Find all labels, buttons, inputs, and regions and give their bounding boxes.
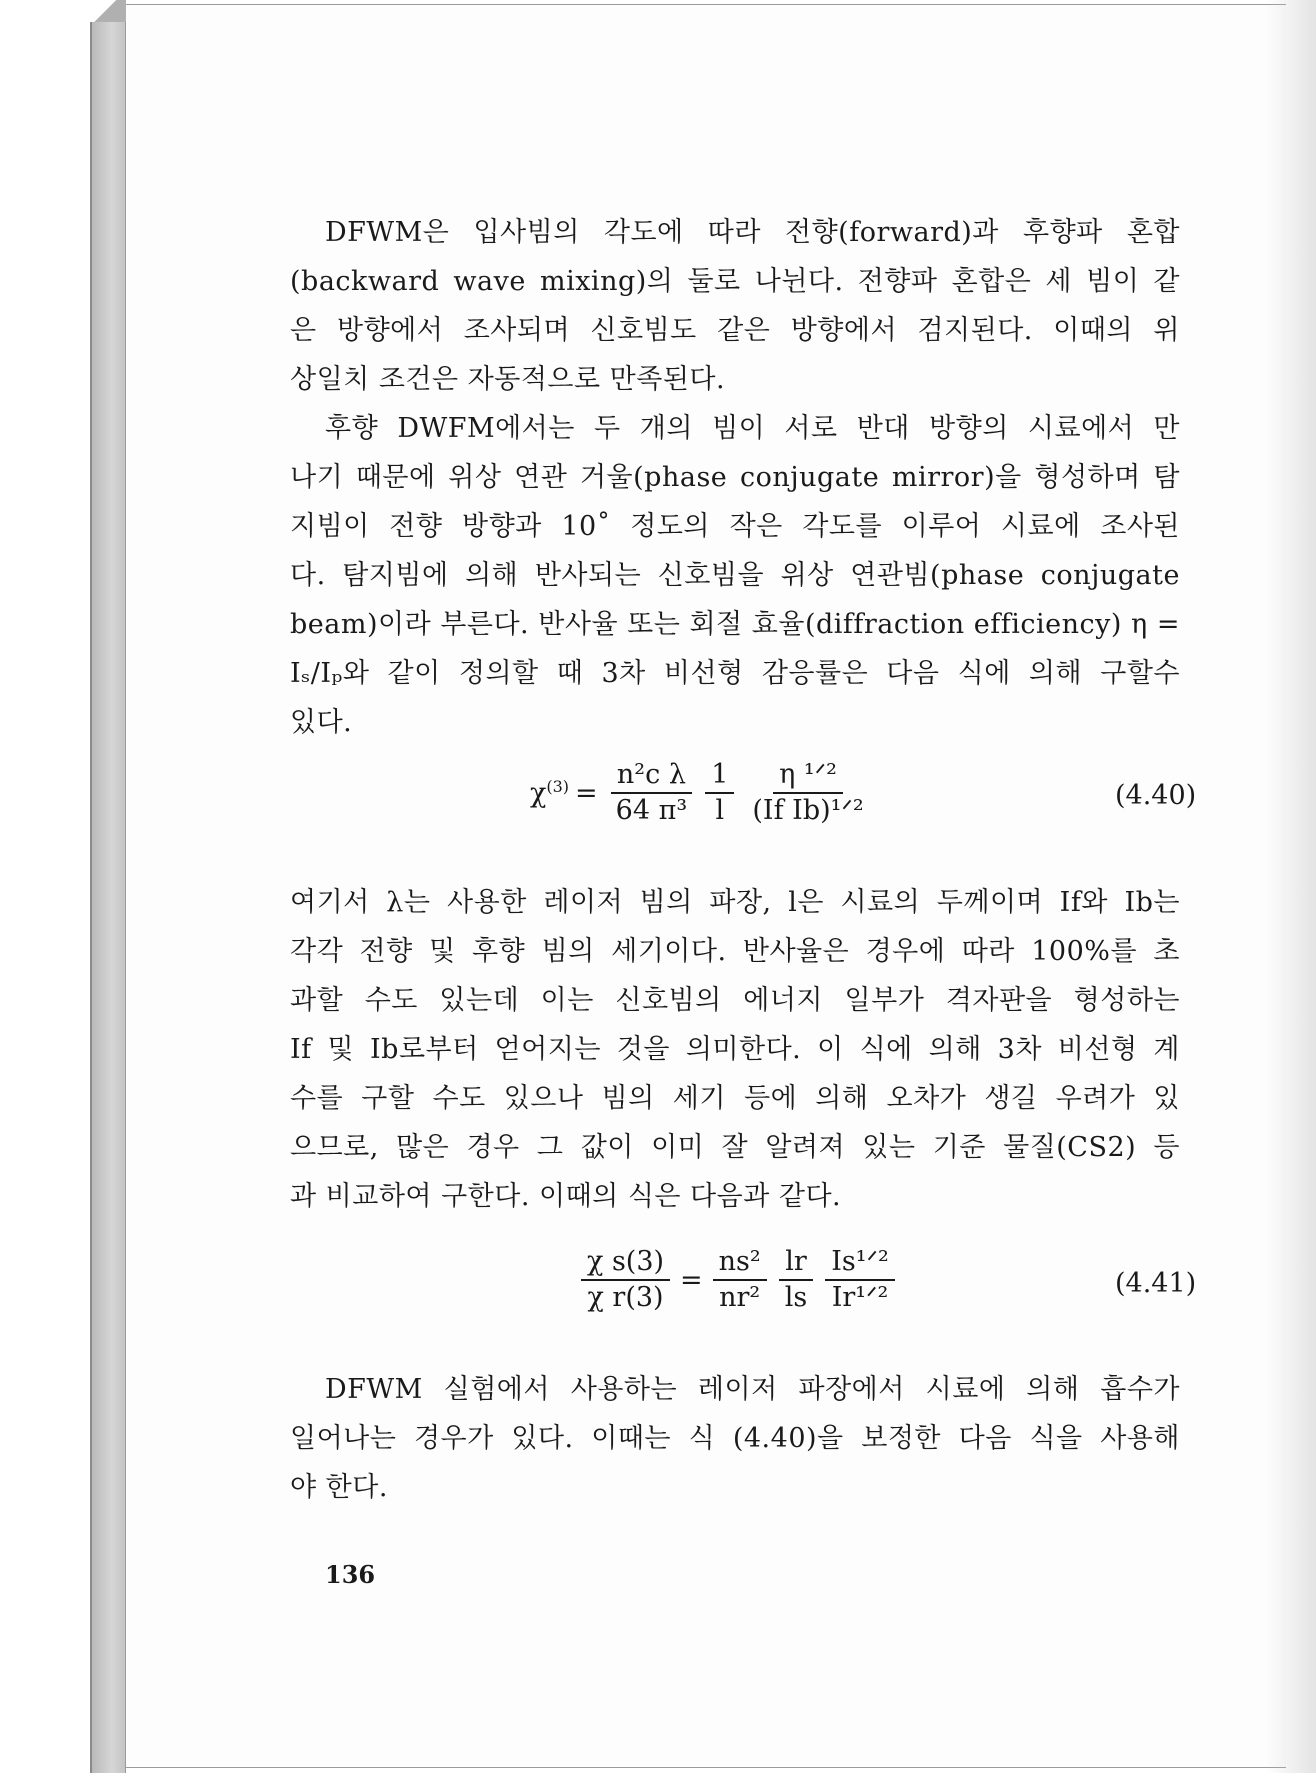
text-line: 지빔이 전향 방향과 10˚ 정도의 작은 각도를 이루어 시료에 조사된 bbox=[290, 511, 1180, 542]
text-line: 후향 DWFM에서는 두 개의 빔이 서로 반대 방향의 시료에서 만 bbox=[325, 413, 1180, 444]
text-line: 야 한다. bbox=[290, 1472, 388, 1503]
eq-fraction-n: $\frac{\text{ns²}}{\text{nr²}}$ bbox=[713, 1245, 767, 1315]
text-line: 수를 구할 수도 있으나 빔의 세기 등에 의해 오차가 생길 우려가 있 bbox=[290, 1083, 1180, 1114]
text-line: 은 방향에서 조사되며 신호빔도 같은 방향에서 검지된다. 이때의 위 bbox=[290, 315, 1180, 346]
page-number: 136 bbox=[325, 1560, 376, 1589]
eq-fraction-l: $\frac{lr}{ls}$ bbox=[779, 1245, 814, 1315]
page-edge-shadow bbox=[1266, 0, 1316, 1773]
eq-fraction-3: $\frac{\text{η ¹ᐟ²}}{\text{(If Ib)¹ᐟ²}}$ bbox=[752, 759, 864, 826]
text-line: 과할 수도 있는데 이는 신호빔의 에너지 일부가 격자판을 형성하는 bbox=[290, 985, 1180, 1016]
eq-equals: = bbox=[575, 777, 598, 809]
text-line: 과 비교하여 구한다. 이때의 식은 다음과 같다. bbox=[290, 1181, 842, 1212]
eq-fraction-1: $\frac{\text{n²c λ}}{\text{64 π³}}$ bbox=[610, 758, 694, 828]
text-line: 있다. bbox=[290, 707, 353, 738]
eq-fraction-i: $\frac{\text{Is¹ᐟ²}}{\text{Ir¹ᐟ²}}$ bbox=[825, 1245, 895, 1315]
book-spine bbox=[90, 0, 126, 1773]
text-line: 상일치 조건은 자동적으로 만족된다. bbox=[290, 364, 726, 395]
text-line: DFWM 실험에서 사용하는 레이저 파장에서 시료에 의해 흡수가 bbox=[325, 1374, 1180, 1405]
eq-fraction-chi: $\frac{\text{χ s(3)}}{\text{χ r(3)}}$ bbox=[581, 1245, 670, 1315]
text-line: 여기서 λ는 사용한 레이저 빔의 파장, l은 시료의 두께이며 If와 Ib는 bbox=[290, 887, 1180, 918]
text-line: Iₛ/Iₚ와 같이 정의할 때 3차 비선형 감응률은 다음 식에 의해 구할수 bbox=[290, 658, 1180, 689]
text-line: 나기 때문에 위상 연관 거울(phase conjugate mirror)을 형성하며 탐 bbox=[290, 462, 1180, 493]
eq-fraction-2: $\frac{1}{l}$ bbox=[705, 758, 734, 828]
equation-4-41 bbox=[575, 1245, 901, 1315]
text-line: beam)이라 부른다. 반사율 또는 회절 효율(diffraction efficiency) η = bbox=[290, 609, 1180, 640]
text-line: 각각 전향 및 후향 빔의 세기이다. 반사율은 경우에 따라 100%를 초 bbox=[290, 936, 1180, 967]
equation-number: (4.40) bbox=[1115, 780, 1197, 811]
eq-chi: $\chi^{(3)}$ bbox=[530, 777, 570, 809]
eq-equals: = bbox=[680, 1264, 703, 1296]
book-spine-corner bbox=[90, 0, 126, 22]
equation-number: (4.41) bbox=[1115, 1268, 1197, 1299]
text-line: If 및 Ib로부터 얻어지는 것을 의미한다. 이 식에 의해 3차 비선형 계 bbox=[290, 1034, 1180, 1065]
equation-4-40 bbox=[530, 758, 876, 828]
text-line: DFWM은 입사빔의 각도에 따라 전향(forward)과 후향파 혼합 bbox=[325, 217, 1180, 248]
text-line: (backward wave mixing)의 둘로 나뉜다. 전향파 혼합은 세 빔이 같 bbox=[290, 266, 1180, 297]
text-line: 다. 탐지빔에 의해 반사되는 신호빔을 위상 연관빔(phase conjugate bbox=[290, 560, 1180, 591]
text-line: 으므로, 많은 경우 그 값이 이미 잘 알려져 있는 기준 물질(CS2) 등 bbox=[290, 1132, 1180, 1163]
text-line: 일어나는 경우가 있다. 이때는 식 (4.40)을 보정한 다음 식을 사용해 bbox=[290, 1423, 1180, 1454]
